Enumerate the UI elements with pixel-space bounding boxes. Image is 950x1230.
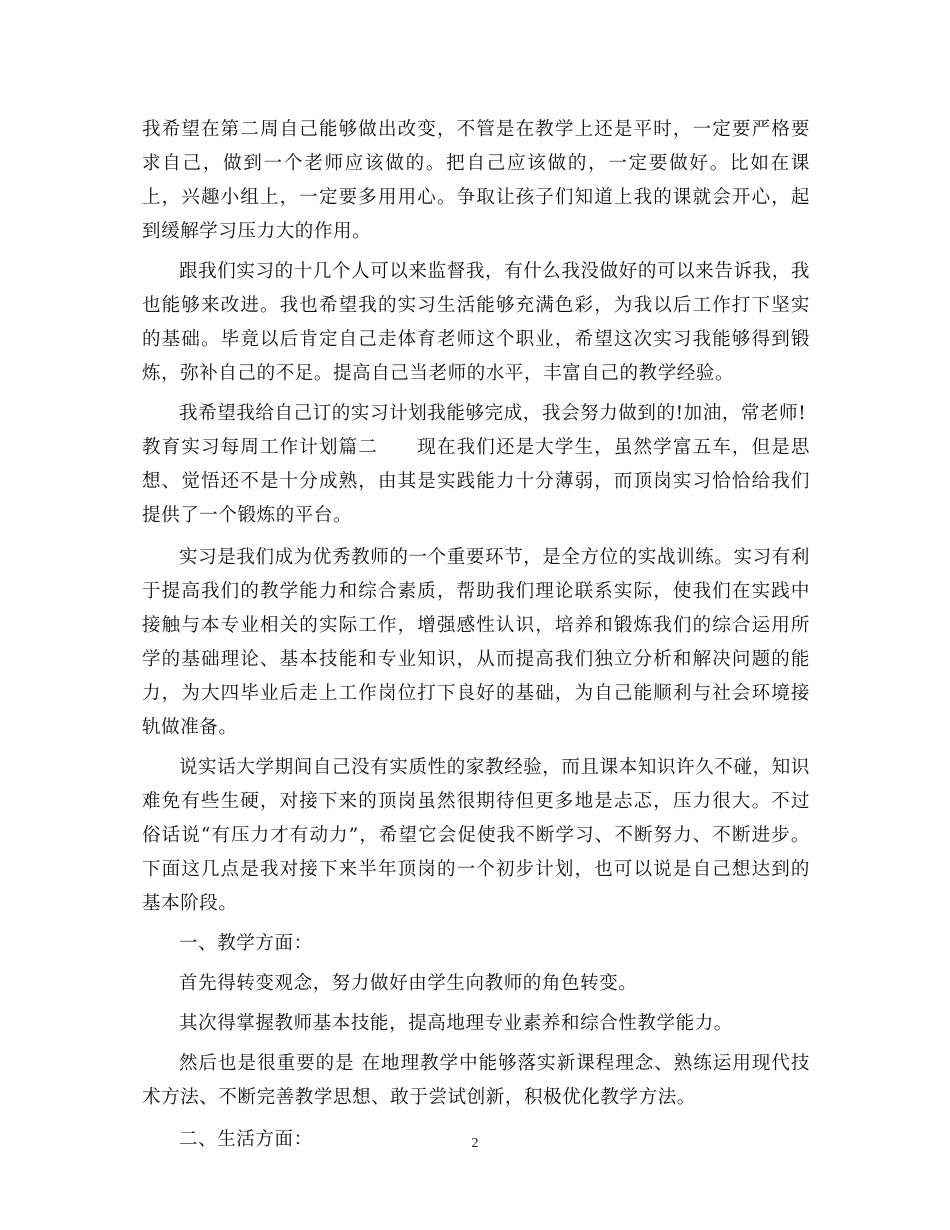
paragraph-honest-experience: 说实话大学期间自己没有实质性的家教经验，而且课本知识许久不碰，知识难免有些生硬，对接下来的顶岗虽然很期待但更多地是忐忑，压力很大。不过俗话说“有压力才有动力”，希望它会促使我不断学习、不断努力、不断进步。下面这几点是我对接下来半年顶岗的一个初步计划，也可以说是自己想达到的基本阶段。 <box>142 757 810 914</box>
page-number: 2 <box>471 1136 479 1151</box>
heading-life-aspect: 二、生活方面： <box>179 1129 313 1150</box>
paragraph-teaching-third: 然后也是很重要的是 在地理教学中能够落实新课程理念、熟练运用现代技术方法、不断完善教学思想、敢于尝试创新，积极优化教学方法。 <box>142 1053 810 1108</box>
paragraph-teaching-second: 其次得掌握教师基本技能，提高地理专业素养和综合性教学能力。 <box>179 1013 733 1034</box>
paragraph-plan-completion: 我希望我给自己订的实习计划我能够完成，我会努力做到的!加油，常老师! <box>179 403 807 424</box>
paragraph-section-two-intro: 教育实习每周工作计划篇二 现在我们还是大学生，虽然学富五车，但是思想、觉悟还不是十分成熟，由其是实践能力十分薄弱，而顶岗实习恰恰给我们提供了一个锻炼的平台。 <box>142 437 810 526</box>
paragraph-teaching-first: 首先得转变观念，努力做好由学生向教师的角色转变。 <box>179 973 638 994</box>
paragraph-supervision: 跟我们实习的十几个人可以来监督我，有什么我没做好的可以来告诉我，我也能够来改进。我也希望我的实习生活能够充满色彩，为我以后工作打下坚实的基础。毕竟以后肯定自己走体育老师这个职业，希望这次实习我能够得到锻炼，弥补自己的不足。提高自己当老师的水平，丰富自己的教学经验。 <box>142 261 810 384</box>
document-body <box>142 113 810 1157</box>
paragraph-internship-importance: 实习是我们成为优秀教师的一个重要环节，是全方位的实战训练。实习有利于提高我们的教学能力和综合素质，帮助我们理论联系实际，使我们在实践中接触与本专业相关的实际工作，增强感性认识，培养和锻炼我们的综合运用所学的基础理论、基本技能和专业知识，从而提高我们独立分析和解决问题的能力，为大四毕业后走上工作岗位打下良好的基础，为自己能顺利与社会环境接轨做准备。 <box>142 547 810 738</box>
heading-teaching-aspect: 一、教学方面： <box>179 933 313 954</box>
paragraph-change-week-two: 我希望在第二周自己能够做出改变，不管是在教学上还是平时，一定要严格要求自己，做到一个老师应该做的。把自己应该做的，一定要做好。比如在课上，兴趣小组上，一定要多用用心。争取让孩子们知道上我的课就会开心，起到缓解学习压力大的作用。 <box>142 119 810 242</box>
